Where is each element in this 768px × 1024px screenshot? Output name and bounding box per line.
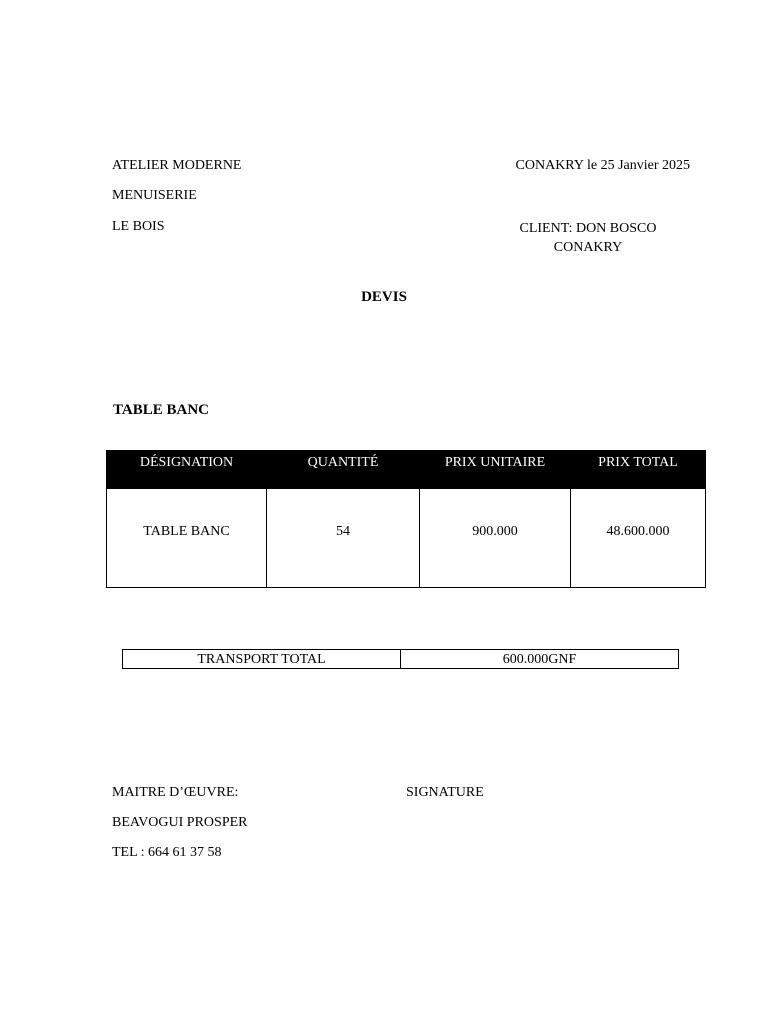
transport-table: [122, 649, 679, 669]
table-header-row: [107, 451, 706, 489]
phone-number: TEL : 664 61 37 58: [112, 845, 222, 860]
signature-label: SIGNATURE: [406, 785, 484, 800]
quote-table: [106, 450, 706, 588]
company-name: ATELIER MODERNE: [112, 158, 242, 173]
section-title: TABLE BANC: [113, 402, 209, 418]
header-unit-price: PRIX UNITAIRE: [420, 451, 571, 489]
header-total-price: PRIX TOTAL: [571, 451, 706, 489]
client-city: CONAKRY: [553, 240, 623, 255]
place-and-date: CONAKRY le 25 Janvier 2025: [515, 158, 690, 173]
supervisor-name: BEAVOGUI PROSPER: [112, 815, 248, 830]
cell-quantity: 54: [267, 489, 420, 588]
document-title: DEVIS: [361, 289, 407, 305]
supervisor-label: MAITRE D’ŒUVRE:: [112, 785, 239, 800]
cell-total-price: 48.600.000: [571, 489, 706, 588]
company-activity: MENUISERIE: [112, 188, 197, 203]
cell-designation: TABLE BANC: [107, 489, 267, 588]
cell-unit-price: 900.000: [420, 489, 571, 588]
client-block: [500, 219, 676, 257]
transport-row: [123, 650, 679, 669]
header-quantity: QUANTITÉ: [267, 451, 420, 489]
client-name: CLIENT: DON BOSCO: [519, 221, 657, 236]
transport-value: 600.000GNF: [401, 650, 679, 669]
table-row: [107, 489, 706, 588]
transport-label: TRANSPORT TOTAL: [123, 650, 401, 669]
header-designation: DÉSIGNATION: [107, 451, 267, 489]
company-subtitle: LE BOIS: [112, 219, 165, 234]
